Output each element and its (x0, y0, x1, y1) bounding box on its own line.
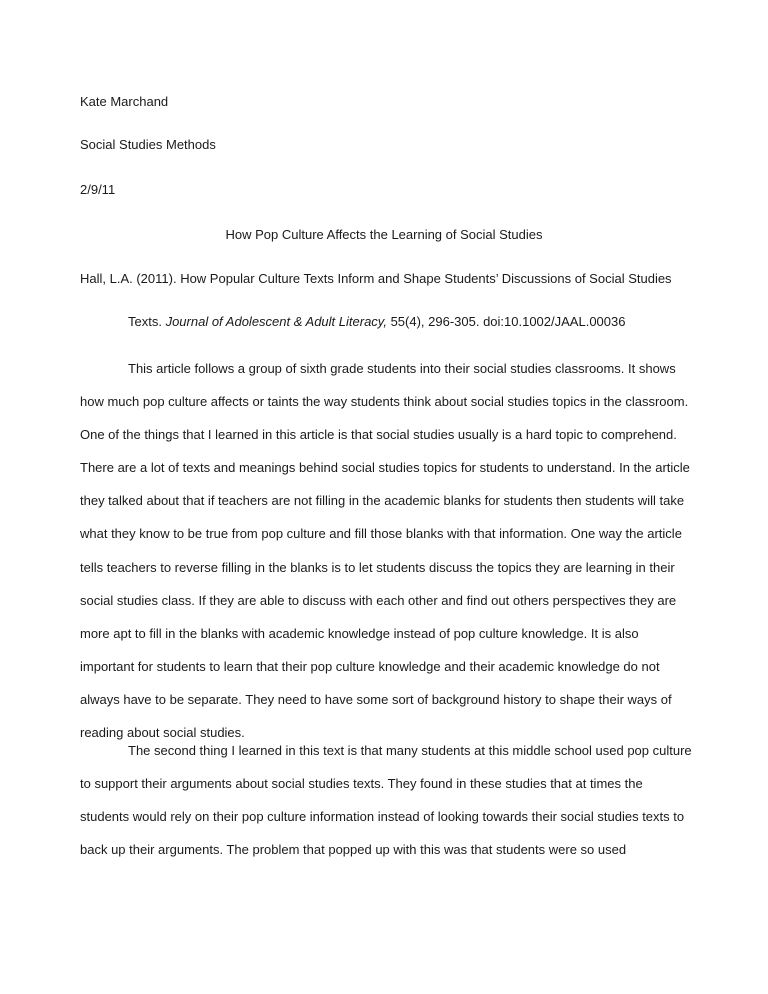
document-title: How Pop Culture Affects the Learning of Social Studies (225, 227, 543, 242)
citation-line-1: Hall, L.A. (2011). How Popular Culture Texts Inform and Shape Students’ Discussions of Social Studies (80, 271, 672, 286)
body-paragraph: The second thing I learned in this text is that many students at this middle school used pop culture to support their arguments about social studies texts. They found in these studies that at times the students would rely on their pop culture information instead of looking towards their social studies texts to back up their arguments. The problem that popped up with this was that students were so used (80, 743, 692, 858)
document-date: 2/9/11 (80, 182, 116, 197)
course-name: Social Studies Methods (80, 137, 216, 152)
citation-line-2 (128, 314, 625, 330)
citation-prefix: Texts. (128, 314, 166, 329)
citation-suffix: 55(4), 296-305. doi:10.1002/JAAL.00036 (386, 314, 626, 329)
author-name: Kate Marchand (80, 94, 169, 109)
body-paragraph: This article follows a group of sixth grade students into their social studies classrooms. It shows how much pop culture affects or taints the way students think about social studies topics in the classroom. One of the things that I learned in this article is that social studies usually is a hard topic to comprehend. There are a lot of texts and meanings behind social studies topics for students to understand. In the article they talked about that if teachers are not filling in the academic blanks for students then students will take what they know to be true from pop culture and fill those blanks with that information. One way the article tells teachers to reverse filling in the blanks is to let students discuss the topics they are learning in their social studies class. If they are able to discuss with each other and find out others perspectives they are more apt to fill in the blanks with academic knowledge instead of pop culture knowledge. It is also important for students to learn that their pop culture knowledge and their academic knowledge do not always have to be separate. They need to have some sort of background history to shape their ways of reading about social studies. (80, 361, 690, 741)
citation-journal: Journal of Adolescent & Adult Literacy, (165, 314, 387, 329)
